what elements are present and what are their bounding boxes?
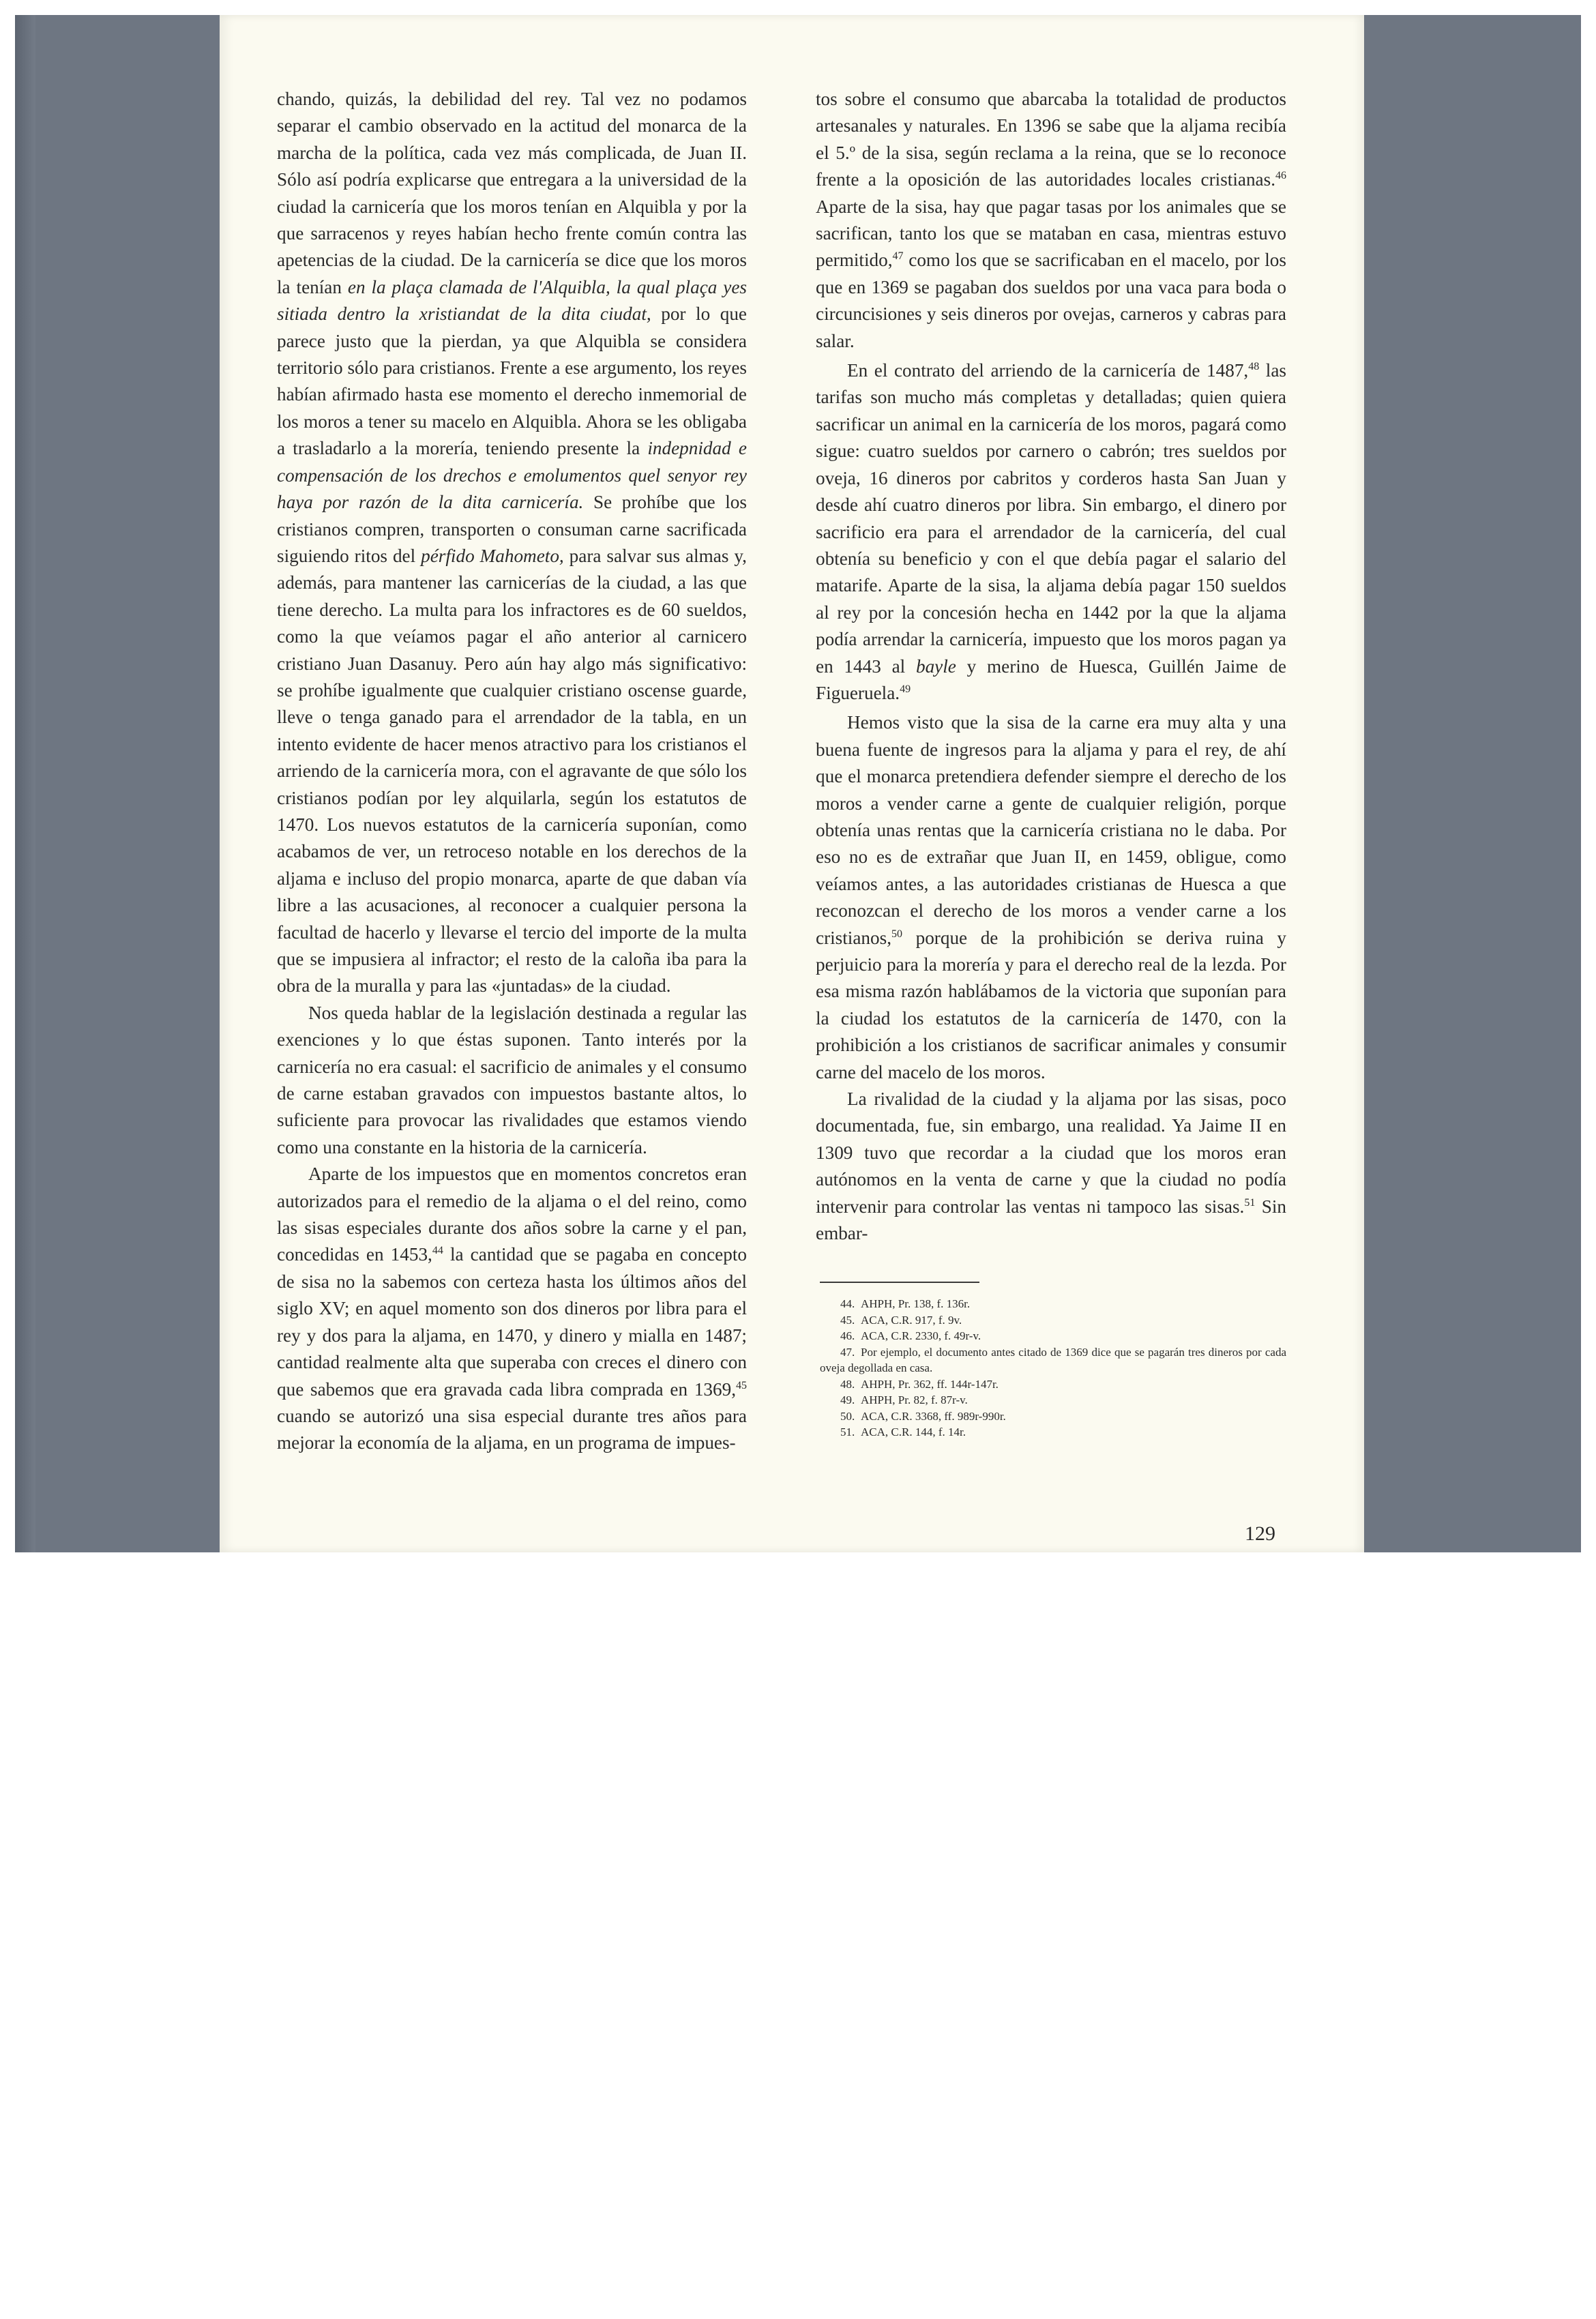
- footnote: [820, 1296, 1286, 1312]
- footnote-ref[interactable]: 46: [1275, 170, 1286, 182]
- scanner-edge-shadow: [15, 15, 35, 1552]
- footnote-ref[interactable]: 49: [900, 683, 911, 695]
- footnote-ref[interactable]: 51: [1244, 1196, 1256, 1209]
- footnote-number: 45.: [840, 1313, 855, 1327]
- right-column: [816, 86, 1286, 1247]
- footnote-text: ACA, C.R. 917, f. 9v.: [861, 1313, 962, 1327]
- footnote-number: 48.: [840, 1377, 855, 1391]
- footnote-number: 47.: [840, 1345, 855, 1359]
- paragraph: Hemos visto que la sisa de la carne era muy alta y una buena fuente de ingresos para la aljama y para el rey, de ahí que el monarca pretendiera defender siempre el derecho de los moros a vender carne a gente de cualquier religión, porque obtenía unas rentas que la carnicería cristiana no le daba. Por eso no es de extrañar que Juan II, en 1459, obligue, como veíamos antes, a las autoridades cristianas de Huesca a que reconozcan el derecho de los moros a vender carne a los cristianos,$^{50}$ porque de la prohibición se deriva ruina y perjuicio para la morería y para el derecho real de la lezda. Por esa misma razón hablábamos de la victoria que suponían para la ciudad los estatutos de la carnicería de 1470, con la prohibición a los cristianos de sacrificar animales y consumir carne del macelo de los moros.: [816, 712, 1286, 1082]
- footnote-number: 50.: [840, 1409, 855, 1423]
- footnote-ref[interactable]: 47: [892, 250, 904, 263]
- footnote-text: ACA, C.R. 2330, f. 49r-v.: [861, 1329, 981, 1342]
- footnote: [820, 1424, 1286, 1441]
- footnotes: [820, 1296, 1286, 1441]
- paragraph: La rivalidad de la ciudad y la aljama por las sisas, poco documentada, fue, sin embargo, una realidad. Ya Jaime II en 1309 tuvo que recordar a la ciudad que los moros eran autónomos en la venta de carne y que la ciudad no podía intervenir para controlar las ventas ni tampoco las sisas.$^{51}$ Sin embar-: [816, 1089, 1286, 1244]
- footnote: [820, 1328, 1286, 1344]
- footnote-text: AHPH, Pr. 82, f. 87r-v.: [861, 1393, 968, 1406]
- footnote-text: ACA, C.R. 144, f. 14r.: [861, 1426, 966, 1438]
- footnote-text: AHPH, Pr. 362, ff. 144r-147r.: [861, 1377, 999, 1391]
- paragraph: chando, quizás, la debilidad del rey. Tal vez no podamos separar el cambio observado en la actitud del monarca de la marcha de la política, cada vez más complicada, de Juan II. Sólo así podría explicarse que entregara a la universidad de la ciudad la carnicería que los moros tenían en Alquibla y por la que sarracenos y reyes habían hecho frente común contra las apetencias de la ciudad. De la carnicería se dice que los moros la tenían en la plaça clamada de l'Alquibla, la qual plaça yes sitiada dentro la xristiandat de la dita ciudat, por lo que parece justo que la pierdan, ya que Alquibla se considera territorio sólo para cristianos. Frente a ese argumento, los reyes habían afirmado hasta ese momento el derecho inmemorial de los moros a tener su macelo en Alquibla. Ahora se les obligaba a trasladarlo a la morería, teniendo presente la indepnidad e compensación de los drechos e emolumentos quel senyor rey haya por razón de la dita carnicería. Se prohíbe que los cristianos compren, transporten o consuman carne sacrificada siguiendo ritos del pérfido Mahometo, para salvar sus almas y, además, para mantener las carnicerías de la ciudad, a las que tiene derecho. La multa para los infractores es de 60 sueldos, como la que veíamos pagar el año anterior al carnicero cristiano Juan Dasanuy. Pero aún hay algo más significativo: se prohíbe igualmente que cualquier cristiano oscense guarde, lleve o tenga ganado para el arrendador de la tabla, en un intento evidente de hacer menos atractivo para los cristianos el arriendo de la carnicería mora, con el agravante de que sólo los cristianos podían por ley alquilarla, según los estatutos de 1470. Los nuevos estatutos de la carnicería suponían, como acabamos de ver, un retroceso notable en los derechos de la aljama e incluso del propio monarca, aparte de que daban vía libre a las acusaciones, al reconocer a cualquier persona la facultad de hacerlo y llevarse el tercio del importe de la multa que se impusiera al infractor; el resto de la caloña iba para la obra de la muralla y para las «juntadas» de la ciudad.: [277, 89, 747, 996]
- book-page: [220, 15, 1364, 1552]
- footnote: [820, 1392, 1286, 1408]
- footnote: [820, 1312, 1286, 1329]
- footnote-number: 51.: [840, 1426, 855, 1438]
- footnote-ref[interactable]: 50: [891, 928, 902, 940]
- paragraph: Nos queda hablar de la legislación destinada a regular las exenciones y lo que éstas suponen. Tanto interés por la carnicería no era casual: el sacrificio de animales y el consumo de carne estaban gravados con impuestos bastante altos, lo suficiente para provocar las rivalidades que estamos viendo como una constante en la historia de la carnicería.: [277, 1002, 747, 1157]
- footnote: [820, 1376, 1286, 1393]
- footnote-text: ACA, C.R. 3368, ff. 989r-990r.: [861, 1409, 1006, 1423]
- footnote: [820, 1408, 1286, 1425]
- footnote-number: 49.: [840, 1393, 855, 1406]
- left-column: [277, 86, 747, 1457]
- footnote-ref[interactable]: 44: [432, 1245, 443, 1257]
- footnote-number: 46.: [840, 1329, 855, 1342]
- footnote-text: AHPH, Pr. 138, f. 136r.: [861, 1297, 971, 1310]
- footnote-ref[interactable]: 45: [736, 1379, 747, 1391]
- footnote-text: Por ejemplo, el documento antes citado de 1369 dice que se pagarán tres dineros por cada oveja degollada en casa.: [820, 1345, 1286, 1374]
- footnote-divider: [820, 1282, 979, 1283]
- footnote: [820, 1344, 1286, 1376]
- footnote-ref[interactable]: 48: [1248, 361, 1260, 372]
- paragraph: Aparte de los impuestos que en momentos concretos eran autorizados para el remedio de la aljama o el del reino, como las sisas especiales durante dos años sobre la carne y el pan, concedidas en 1453,44 la cantidad que se pagaba en concepto de sisa no la sabemos con certeza hasta los últimos años del siglo XV; en aquel momento son dos dineros por libra para el rey y dos para la aljama, en 1470, y dinero y mialla en 1487; cantidad realmente alta que superaba con creces el dinero con que sabemos que era gravada cada libra comprada en 1369,45 cuando se autorizó una sisa especial durante tres años para mejorar la economía de la aljama, en un programa de impues-: [277, 1164, 747, 1453]
- page-number: 129: [1245, 1522, 1275, 1545]
- paragraph: En el contrato del arriendo de la carnicería de 1487,48 las tarifas son mucho más completas y detalladas; quien quiera sacrificar un animal en la carnicería de los moros, pagará como sigue: cuatro sueldos por carnero o cabrón; tres sueldos por oveja, 16 dineros por cabritos y corderos hasta San Juan y desde ahí cuatro dineros por libra. Sin embargo, el dinero por sacrificio era para el arrendador de la carnicería, del cual obtenía su beneficio y con el que debía pagar el salario del matarife. Aparte de la sisa, la aljama debía pagar 150 sueldos al rey por la concesión hecha en 1442 por la que la aljama podía arrendar la carnicería, impuesto que los moros pagan ya en 1443 al bayle y merino de Huesca, Guillén Jaime de Figueruela.$^{49}$: [816, 360, 1287, 703]
- paragraph: tos sobre el consumo que abarcaba la totalidad de productos artesanales y naturales. En 1396 se sabe que la aljama recibía el 5.º de la sisa, según reclama a la reina, que se lo reconoce frente a la oposición de las autoridades locales cristianas.$^{46}$ Aparte de la sisa, hay que pagar tasas por los animales que se sacrifican, tanto los que se mataban en casa, mientras estuvo permitido,$^{47}$ como los que se sacrificaban en el macelo, por los que en 1369 se pagaban dos sueldos por una vaca para boda o circuncisiones y seis dineros por ovejas, carneros y cabras para salar.: [816, 89, 1286, 351]
- footnote-number: 44.: [840, 1297, 855, 1310]
